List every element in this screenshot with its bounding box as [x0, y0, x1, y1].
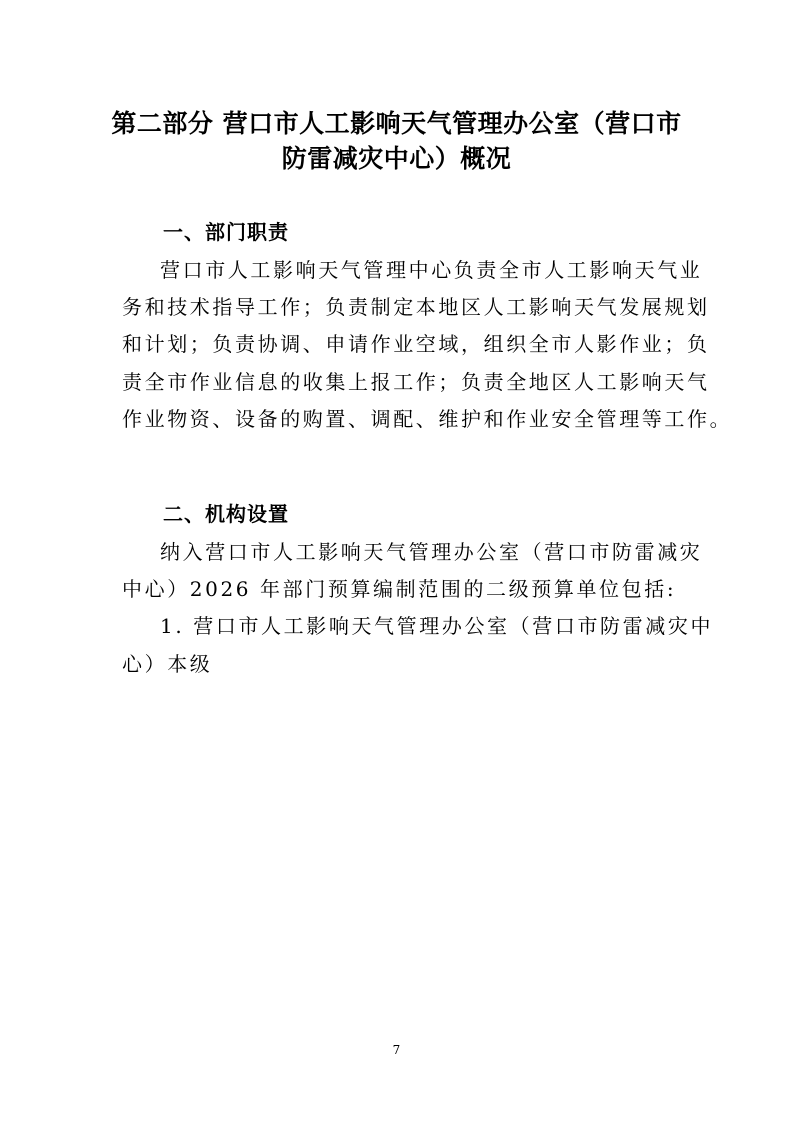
- list-item-line: 1. 营口市人工影响天气管理办公室（营口市防雷减灾中: [160, 614, 714, 638]
- document-title-line-2: 防雷减灾中心）概况: [281, 144, 512, 173]
- section-heading-department-duties: 一、部门职责: [163, 220, 289, 244]
- list-item-line: 心）本级: [122, 652, 213, 676]
- paragraph-line: 务和技术指导工作；负责制定本地区人工影响天气发展规划: [122, 295, 710, 319]
- paragraph-line: 和计划；负责协调、申请作业空域，组织全市人影作业；负: [122, 332, 710, 356]
- paragraph-line: 中心）2026 年部门预算编制范围的二级预算单位包括:: [122, 577, 677, 601]
- page-number: 7: [392, 1043, 401, 1057]
- paragraph-line: 纳入营口市人工影响天气管理办公室（营口市防雷减灾: [160, 540, 703, 564]
- paragraph-line: 营口市人工影响天气管理中心负责全市人工影响天气业: [160, 258, 703, 282]
- paragraph-line: 责全市作业信息的收集上报工作；负责全地区人工影响天气: [122, 370, 710, 394]
- section-heading-organization: 二、机构设置: [163, 502, 289, 526]
- paragraph-line: 作业物资、设备的购置、调配、维护和作业安全管理等工作。: [122, 407, 733, 431]
- document-title-line-1: 第二部分 营口市人工影响天气管理办公室（营口市: [111, 109, 682, 138]
